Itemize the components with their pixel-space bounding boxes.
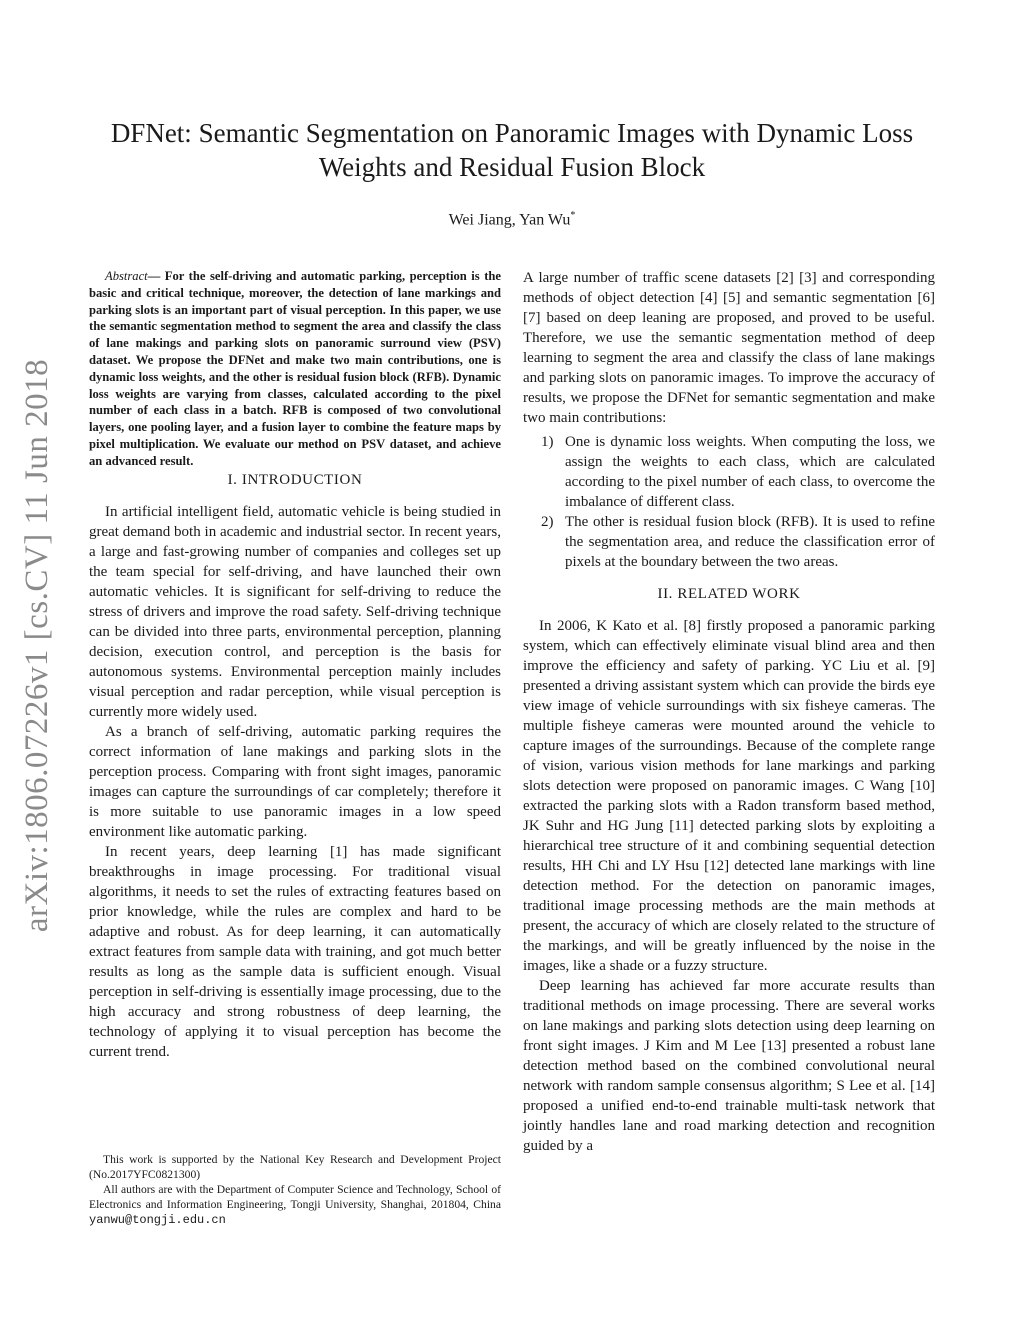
footnote-affiliation-text: All authors are with the Department of Computer Science and Technology, School of Electronics and Information Engineering, Tongji University, Shanghai, 201804, China: [89, 1183, 501, 1211]
list-item-number: 2): [541, 514, 554, 530]
arxiv-identifier-text: arXiv:1806.07226v1 [cs.CV] 11 Jun 2018: [19, 358, 56, 932]
right-column: [523, 268, 935, 1156]
abstract: [89, 268, 501, 470]
corresponding-author-mark: *: [570, 210, 576, 221]
list-item-text: One is dynamic loss weights. When computing the loss, we assign the weights to each class, which are calculated according to the pixel number of each class, to overcome the imbalance of different class.: [565, 434, 935, 510]
paper-title-line-2: Weights and Residual Fusion Block: [318, 152, 706, 182]
author-email-link[interactable]: yanwu@tongji.edu.cn: [89, 1213, 226, 1227]
contribution-list: [523, 432, 935, 572]
left-column: [89, 268, 501, 1062]
footnote-affiliation: [89, 1182, 501, 1228]
related-paragraph-2: Deep learning has achieved far more accurate results than traditional methods on image processing. There are several works on lane makings and parking slots detection using deep learning on front sight images. J Kim and M Lee [13] presented a robust lane detection method based on the combined convolutional neural network with random sample consensus algorithm; S Lee et al. [14] proposed a unified end-to-end trainable multi-task network that jointly handles lane and road marking detection and recognition guided by a: [523, 978, 935, 1154]
author-list: [60, 210, 964, 229]
paper-title: [60, 116, 964, 184]
section-heading-related-work: II. RELATED WORK: [657, 586, 801, 602]
section-heading-introduction: I. INTRODUCTION: [227, 471, 363, 488]
intro-paragraph-1: In artificial intelligent field, automatic vehicle is being studied in great demand both in academic and industrial sector. In recent years, a large and fast-growing number of companies and colleges set up the team special for self-driving, and have launched their own automatic vehicles. It is significant for self-driving to reduce the stress of drivers and improve the road safety. Self-driving technique can be divided into three parts, environmental perception, planning decision, execution control, and perception is the basis for autonomous systems. Environmental perception mainly includes visual perception and radar perception, while visual perception is currently more widely used.: [89, 503, 501, 720]
abstract-label: Abstract: [105, 269, 148, 283]
arxiv-identifier: [18, 355, 58, 935]
list-item: [523, 512, 935, 572]
intro-paragraph-3: In recent years, deep learning [1] has made significant breakthroughs in image processing. For traditional visual algorithms, it needs to set the rules of extracting features based on prior knowledge, while the rules are complex and hard to be adaptive and robust. As for deep learning, it can automatically extract features from sample data with training, and got much better results as long as the sample data is sufficient enough. Visual perception in self-driving is essentially image processing, due to the high accuracy and strong robustness of deep learning, the technology of applying it to visual perception has become the current trend.: [89, 843, 501, 1060]
list-item-text: The other is residual fusion block (RFB). It is used to refine the segmentation area, and reduce the classification error of pixels at the boundary between the two areas.: [565, 514, 935, 570]
related-paragraph-1: In 2006, K Kato et al. [8] firstly proposed a panoramic parking system, which can effectively eliminate visual blind area and then improve the efficiency and safety of parking. YC Liu et al. [9] presented a driving assistant system which can provide the birds eye view image of vehicle surroundings with six fisheye cameras. The multiple fisheye cameras were mounted around the vehicle to capture images of the surroundings. Because of the complete range of vision, various vision methods for lane markings and parking slots detection were proposed on panoramic images. C Wang [10] extracted the parking slots with a Radon transform based method, JK Suhr and HG Jung [11] detected parking slots by exploiting a hierarchical tree structure of it and combining sequential detection results, HH Chi and LY Hsu [12] detected lane markings with line detection method. For the detection on panoramic images, traditional image processing methods are the main methods at present, the accuracy of which are closely related to the structure of the markings, and will be greatly influenced by the noise in the images, like a shade or a fuzzy structure.: [523, 618, 935, 974]
list-item: [523, 432, 935, 512]
footnote: [89, 1152, 501, 1228]
intro-paragraph-2: As a branch of self-driving, automatic parking requires the correct information of lane makings and parking slots in the perception process. Comparing with front sight images, panoramic images can capture the surroundings of car completely; therefore it is more suitable to use panoramic images in a low speed environment like automatic parking.: [89, 723, 501, 840]
intro-paragraph-4: A large number of traffic scene datasets [2] [3] and corresponding methods of object detection [4] [5] and semantic segmentation [6] [7] based on deep leaning are proposed, and proved to be useful. Therefore, we use the semantic segmentation method of deep learning to segment the area and classify the class of lane makings and parking slots on panoramic images. To improve the accuracy of results, we propose the DFNet for semantic segmentation and make two main contributions:: [523, 270, 935, 426]
author-names: Wei Jiang, Yan Wu: [448, 211, 571, 229]
paper-title-line-1: DFNet: Semantic Segmentation on Panoramic Images with Dynamic Loss: [110, 118, 914, 148]
footnote-funding: This work is supported by the National Key Research and Development Project (No.2017YFC0821300): [89, 1153, 501, 1181]
list-item-number: 1): [541, 434, 554, 450]
abstract-text: — For the self-driving and automatic parking, perception is the basic and critical technique, moreover, the detection of lane markings and parking slots is an important part of visual perception. In this paper, we use the semantic segmentation method to segment the area and classify the class of lane makings and parking slots on panoramic surround view (PSV) dataset. We propose the DFNet and make two main contributions, one is dynamic loss weights, and the other is residual fusion block (RFB). Dynamic loss weights are varying from classes, calculated according to the pixel number of each class in a batch. RFB is composed of two convolutional layers, one pooling layer, and a fusion layer to combine the feature maps by pixel multiplication. We evaluate our method on PSV dataset, and achieve an advanced result.: [89, 269, 501, 468]
